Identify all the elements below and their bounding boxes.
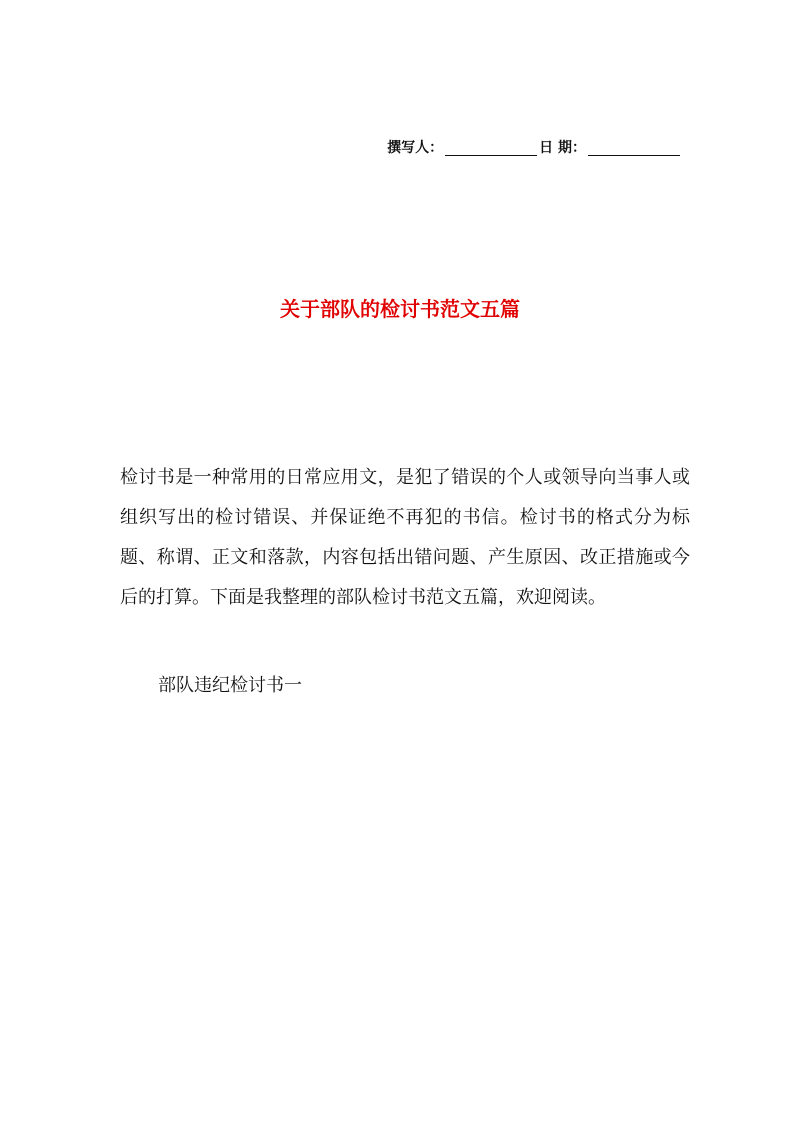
intro-paragraph: 检讨书是一种常用的日常应用文，是犯了错误的个人或领导向当事人或组织写出的检讨错误、并保证绝不再犯的书信。检讨书的格式分为标题、称谓、正文和落款，内容包括出错问题、产生原因、改正措施或今后的打算。下面是我整理的部队检讨书范文五篇，欢迎阅读。 [120, 467, 690, 608]
section-heading: 部队违纪检讨书一 [158, 675, 302, 696]
author-label: 撰写人： [387, 140, 444, 156]
date-label: 日 期： [539, 140, 586, 156]
date-blank-line [588, 139, 680, 156]
document-title: 关于部队的检讨书范文五篇 [280, 297, 520, 321]
author-blank-line [445, 139, 537, 156]
author-date-line [387, 138, 682, 158]
